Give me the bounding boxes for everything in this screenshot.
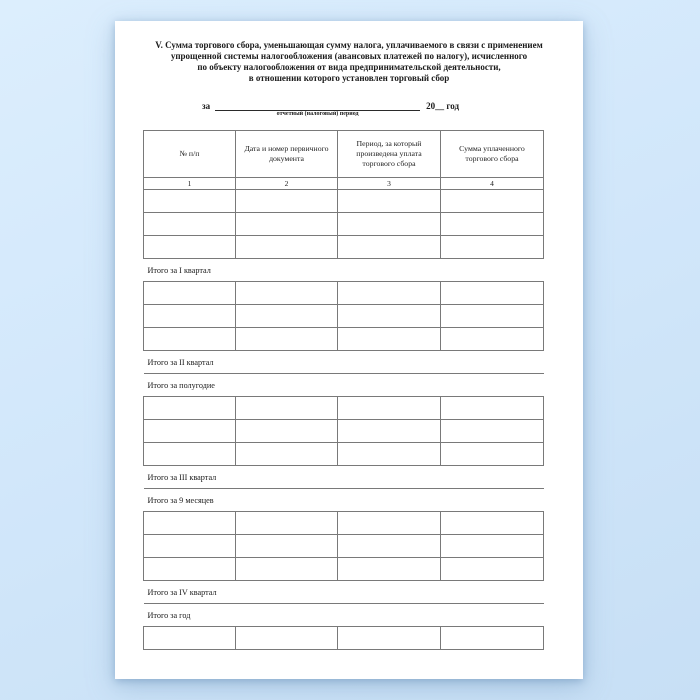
empty-cell <box>144 535 236 558</box>
column-number: 2 <box>236 178 338 190</box>
empty-cell <box>441 305 544 328</box>
empty-cell <box>441 328 544 351</box>
section-title-line: по объекту налогообложения от вида предпринимательской деятельности, <box>197 62 501 72</box>
empty-cell <box>236 397 338 420</box>
table-row <box>144 236 544 259</box>
empty-cell <box>144 282 236 305</box>
empty-cell <box>236 236 338 259</box>
trade-levy-table <box>143 130 544 650</box>
column-number: 4 <box>441 178 544 190</box>
total-row-q1 <box>144 259 544 282</box>
column-header-document: Дата и номер первичного документа <box>236 131 338 178</box>
empty-cell <box>441 236 544 259</box>
total-row-year <box>144 604 544 627</box>
empty-cell <box>236 282 338 305</box>
empty-cell <box>236 420 338 443</box>
table-row <box>144 627 544 650</box>
empty-cell <box>338 512 441 535</box>
empty-cell <box>441 535 544 558</box>
period-blank-field <box>215 100 420 117</box>
empty-cell <box>236 558 338 581</box>
section-title-line: в отношении которого установлен торговый сбор <box>248 73 450 83</box>
empty-cell <box>144 420 236 443</box>
column-header-sum: Сумма уплаченного торгового сбора <box>441 131 544 178</box>
empty-cell <box>144 512 236 535</box>
table-row <box>144 328 544 351</box>
period-line <box>115 100 583 117</box>
table-row <box>144 305 544 328</box>
empty-cell <box>338 328 441 351</box>
empty-cell <box>144 213 236 236</box>
total-row-q2 <box>144 351 544 374</box>
empty-cell <box>144 328 236 351</box>
total-row-half-year <box>144 374 544 397</box>
column-number: 1 <box>144 178 236 190</box>
empty-cell <box>338 443 441 466</box>
empty-cell <box>338 627 441 650</box>
total-row-nine-months <box>144 489 544 512</box>
empty-cell <box>441 420 544 443</box>
empty-cell <box>338 213 441 236</box>
table-row <box>144 190 544 213</box>
empty-cell <box>236 328 338 351</box>
empty-cell <box>441 558 544 581</box>
empty-cell <box>338 397 441 420</box>
form-page <box>115 21 583 679</box>
empty-cell <box>236 443 338 466</box>
column-number-row <box>144 178 544 190</box>
empty-cell <box>236 190 338 213</box>
empty-cell <box>338 190 441 213</box>
empty-cell <box>441 190 544 213</box>
empty-cell <box>441 282 544 305</box>
period-prefix: за <box>202 101 211 111</box>
empty-cell <box>441 397 544 420</box>
empty-cell <box>236 627 338 650</box>
column-number: 3 <box>338 178 441 190</box>
empty-cell <box>236 213 338 236</box>
total-label-q1: Итого за I квартал <box>144 259 544 282</box>
empty-cell <box>236 512 338 535</box>
empty-cell <box>441 443 544 466</box>
table-row <box>144 443 544 466</box>
section-title-line: V. Сумма торгового сбора, уменьшающая сумму налога, уплачиваемого в связи с применением <box>155 40 543 50</box>
empty-cell <box>441 627 544 650</box>
section-title <box>115 40 583 84</box>
empty-cell <box>338 236 441 259</box>
table-row <box>144 420 544 443</box>
empty-cell <box>144 627 236 650</box>
empty-cell <box>441 213 544 236</box>
table-row <box>144 282 544 305</box>
empty-cell <box>441 512 544 535</box>
empty-cell <box>236 305 338 328</box>
empty-cell <box>338 282 441 305</box>
total-label-nine-months: Итого за 9 месяцев <box>144 489 544 512</box>
total-row-q4 <box>144 581 544 604</box>
empty-cell <box>144 305 236 328</box>
empty-cell <box>144 443 236 466</box>
empty-cell <box>338 535 441 558</box>
table-row <box>144 397 544 420</box>
table-row <box>144 512 544 535</box>
column-header-number: № п/п <box>144 131 236 178</box>
column-header-period: Период, за который произведена уплата торгового сбора <box>338 131 441 178</box>
empty-cell <box>338 305 441 328</box>
empty-cell <box>144 190 236 213</box>
total-label-year: Итого за год <box>144 604 544 627</box>
total-label-half-year: Итого за полугодие <box>144 374 544 397</box>
empty-cell <box>338 558 441 581</box>
empty-cell <box>144 397 236 420</box>
period-caption: отчетный (налоговый) период <box>276 111 359 117</box>
total-label-q2: Итого за II квартал <box>144 351 544 374</box>
empty-cell <box>144 236 236 259</box>
total-label-q3: Итого за III квартал <box>144 466 544 489</box>
total-label-q4: Итого за IV квартал <box>144 581 544 604</box>
empty-cell <box>236 535 338 558</box>
table-row <box>144 535 544 558</box>
section-title-line: упрощенной системы налогообложения (авансовых платежей по налогу), исчисленного <box>170 51 528 61</box>
table-row <box>144 558 544 581</box>
empty-cell <box>144 558 236 581</box>
empty-cell <box>338 420 441 443</box>
table-header-row <box>144 131 544 178</box>
period-year-label: 20__ год <box>426 101 460 111</box>
total-row-q3 <box>144 466 544 489</box>
table-row <box>144 213 544 236</box>
